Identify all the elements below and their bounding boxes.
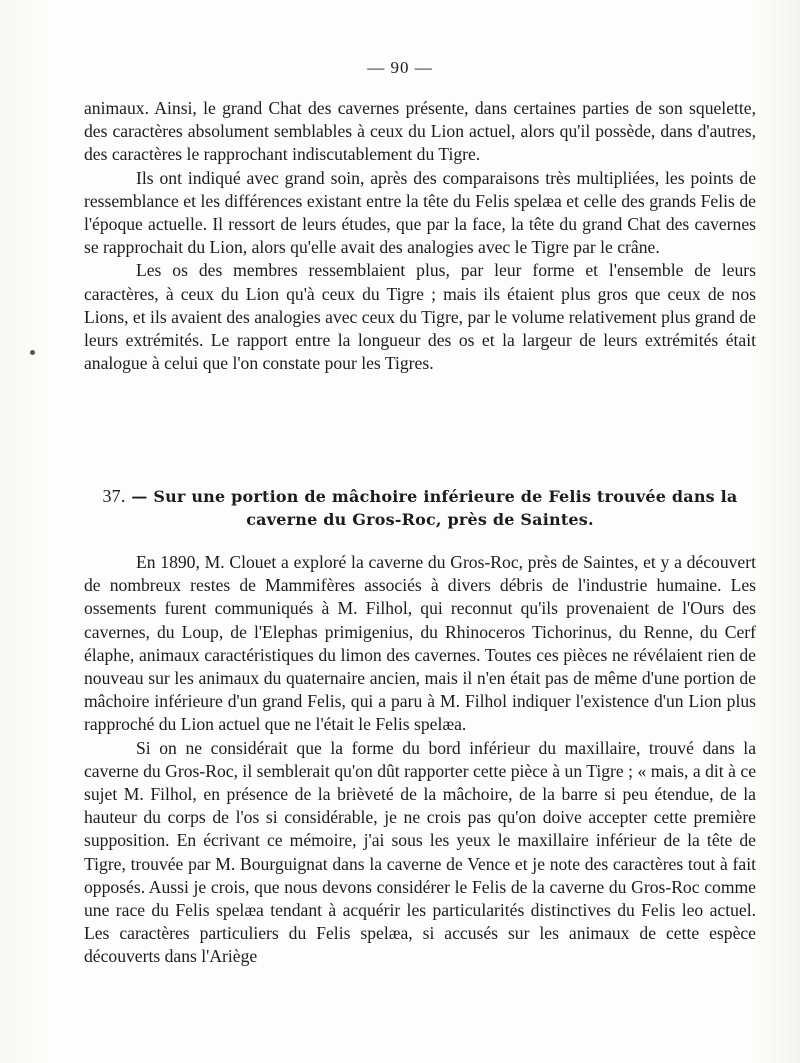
section-top-text [84, 97, 756, 375]
section-heading [84, 485, 756, 531]
page-number: — 90 — [367, 58, 433, 77]
paragraph-exploration: En 1890, M. Clouet a exploré la caverne du Gros-Roc, près de Saintes, et y a découvert de nombreux restes de Mammifères associés à divers débris de l'industrie humaine. Les ossements furent communiqués à M. Filhol, qui reconnut qu'ils provenaient de l'Ours des cavernes, du Loup, de l'Elephas primigenius, du Rhinoceros Tichorinus, du Renne, du Cerf élaphe, animaux caractéristiques du limon des cavernes. Toutes ces pièces ne révélaient rien de nouveau sur les animaux du quaternaire ancien, mais il n'en était pas de même d'une portion de mâchoire inférieure d'un grand Felis, qui a paru à M. Filhol indiquer l'existence d'un Lion plus rapproché du Lion actuel que ne l'était le Felis spelæa. [84, 552, 756, 735]
paragraph-limb-bones: Les os des membres ressemblaient plus, par leur forme et l'ensemble de leurs caractères, à ceux du Lion qu'à ceux du Tigre ; mais ils étaient plus gros que ceux de nos Lions, et ils avaient des analogies avec ceux du Tigre, par le volume relativement plus grand de leurs extrémités. Le rapport entre la longueur des os et la largeur de leurs extrémités était analogue à celui que l'on constate pour les Tigres. [84, 260, 756, 374]
ink-speck [30, 350, 35, 355]
paragraph-comparison: Ils ont indiqué avec grand soin, après des comparaisons très multipliées, les points de ressemblance et les différences existant entre la tête du Felis spelæa et celle des grands Felis de l'époque actuelle. Il ressort de leurs études, que par la face, la tête du grand Chat des cavernes se rapprochait du Lion, alors qu'elle avait des analogies avec le Tigre par le crâne. [84, 167, 756, 258]
section-number: 37. [102, 486, 126, 506]
section-body-text [84, 551, 756, 969]
paragraph-continuation: animaux. Ainsi, le grand Chat des cavernes présente, dans certaines parties de son squelette, des caractères absolument semblables à ceux du Lion actuel, alors qu'il possède, dans d'autres, des caractères le rapprochant indiscutablement du Tigre. [84, 98, 756, 165]
paragraph-maxillary: Si on ne considérait que la forme du bord inférieur du maxillaire, trouvé dans la caverne du Gros-Roc, il semblerait qu'on dût rapporter cette pièce à un Tigre ; « mais, a dit à ce sujet M. Filhol, en présence de la brièveté de la mâchoire, de la barre si peu étendue, de la hauteur du corps de l'os si considérable, je ne crois pas qu'on doive accepter cette première supposition. En écrivant ce mémoire, j'ai sous les yeux le maxillaire inférieur de la tête de Tigre, trouvée par M. Bourguignat dans la caverne de Vence et je note des caractères tout à fait opposés. Aussi je crois, que nous devons considérer le Felis de la caverne du Gros-Roc comme une race du Felis spelæa tendant à acquérir les particularités distinctives du Felis leo actuel. Les caractères particuliers du Felis spelæa, si accusés sur les animaux de cette espèce découverts dans l'Ariège [84, 737, 756, 967]
section-title: — Sur une portion de mâchoire inférieure de Felis trouvée dans la caverne du Gros-Roc, près de Saintes. [131, 487, 738, 529]
